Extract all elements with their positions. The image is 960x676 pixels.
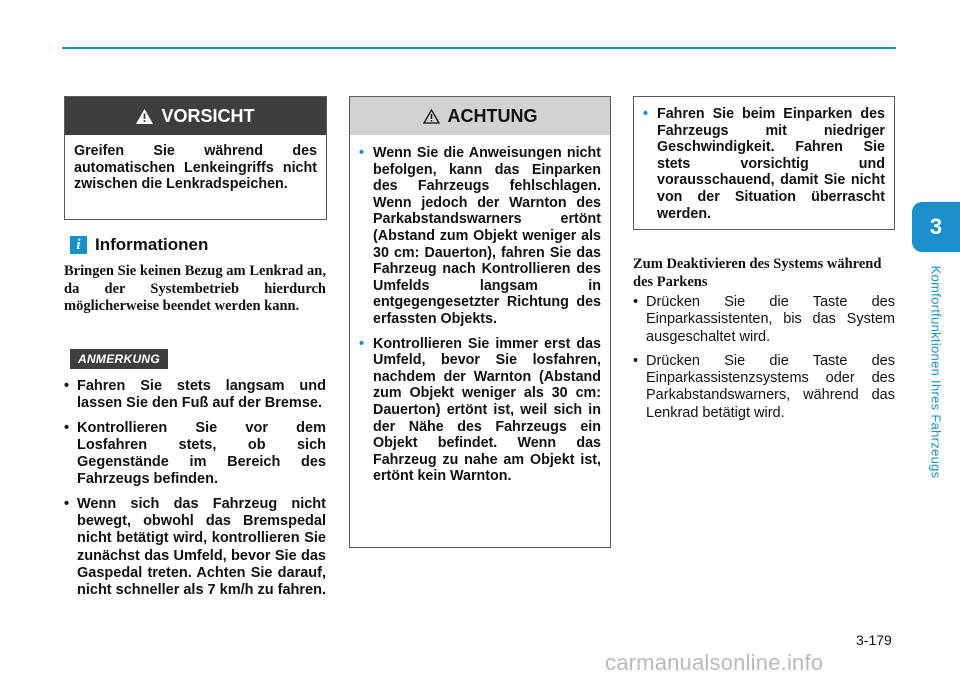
chapter-tab xyxy=(912,202,960,252)
info-heading xyxy=(70,235,208,255)
caution-text: Greifen Sie während des automatischen Lenkeingriffs nicht zwischen die Lenkradspeichen. xyxy=(74,143,317,193)
info-icon: i xyxy=(70,236,87,254)
note-badge: ANMERKUNG xyxy=(70,349,168,369)
chapter-number: 3 xyxy=(929,214,943,239)
warning-triangle-icon xyxy=(136,109,153,124)
list-item: • Kontrollieren Sie vor dem Losfahren stets, ob sich Gegenstände im Bereich des Fahrzeugs befinden. xyxy=(64,419,326,488)
caution-header xyxy=(65,97,326,135)
list-item: • Drücken Sie die Taste des Einparkassistenzsystems oder des Parkabstandswarners, während das Lenkrad betätigt wird. xyxy=(633,352,895,421)
warning-title: ACHTUNG xyxy=(447,105,538,126)
info-title: Informationen xyxy=(95,235,209,254)
deactivate-list xyxy=(633,294,895,429)
warning-header xyxy=(350,97,610,135)
page-number: 3-179 xyxy=(856,632,892,648)
top-rule xyxy=(62,47,896,49)
warning-box-continued xyxy=(633,96,895,230)
list-item: • Wenn sich das Fahrzeug nicht bewegt, obwohl das Bremspedal nicht betätigt wird, kontrollieren Sie zunächst das Umfeld, bevor Sie das Gaspedal treten. Achten Sie darauf, nicht schneller als 7 km/h zu fahren. xyxy=(64,495,326,599)
note-list xyxy=(64,378,326,607)
list-item: • Drücken Sie die Taste des Einparkassistenten, bis das System ausgeschaltet wird. xyxy=(633,294,895,345)
info-text: Bringen Sie keinen Bezug am Lenkrad an, da der Systembetrieb hierdurch möglicherweise beendet werden kann. xyxy=(64,263,326,314)
list-item: • Kontrollieren Sie immer erst das Umfeld, bevor Sie losfahren, nachdem der Warnton (Abstand zum Objekt weniger als 30 cm: Dauerton) ertönt ist, weil sich in der Nähe des Fahrzeugs ein Objekt befindet. Wenn das Fahrzeug zu nahe am Objekt ist, ertönt kein Warnton. xyxy=(359,335,601,485)
list-item: • Fahren Sie beim Einparken des Fahrzeugs mit niedriger Geschwindigkeit. Fahren Sie stets vorsichtig und vorausschauend, damit Sie nicht von der Situation überrascht werden. xyxy=(643,106,885,222)
caution-box xyxy=(64,96,327,220)
warning-continued-body xyxy=(634,97,894,232)
list-item: • Wenn Sie die Anweisungen nicht befolgen, kann das Einparken des Fahrzeugs fehlschlagen. Wenn jedoch der Warnton des Parkabstandswarners ertönt (Abstand zum Objekt weniger als 30 cm: Dauerton), fahren Sie das Fahrzeug nach Kontrollieren des Umfelds langsam in entgegengesetzter Richtung des erfassten Objekts. xyxy=(359,145,601,327)
warning-body xyxy=(350,135,610,495)
section-heading: Zum Deaktivieren des Systems während des Parkens xyxy=(633,256,882,290)
chapter-title: Komfortfunktionen Ihres Fahrzeugs xyxy=(928,265,944,479)
list-item: • Fahren Sie stets langsam und lassen Sie den Fuß auf der Bremse. xyxy=(64,378,326,412)
warning-box xyxy=(349,96,611,548)
watermark: carmanualsonline.info xyxy=(605,650,824,675)
caution-title: VORSICHT xyxy=(161,105,255,126)
warning-triangle-icon xyxy=(423,109,440,124)
